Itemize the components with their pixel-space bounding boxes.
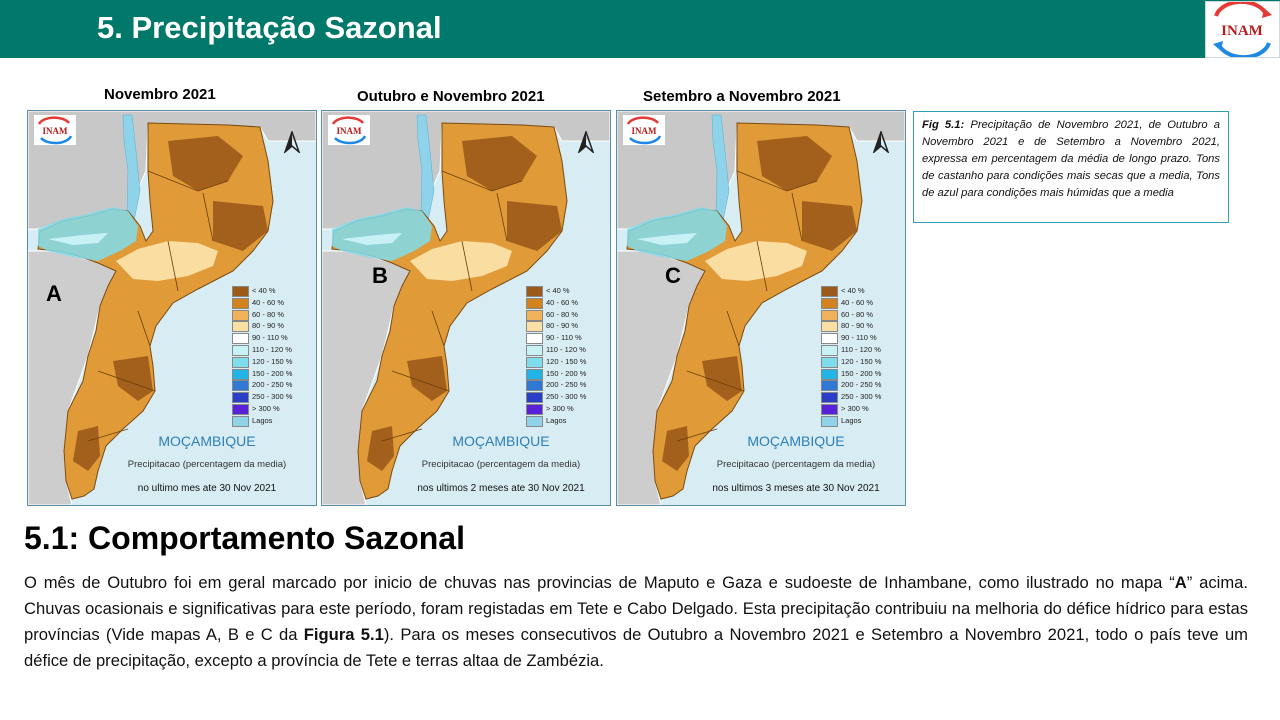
header-bar — [0, 0, 1280, 58]
legend-label: 120 - 150 % — [546, 356, 587, 366]
map-panel-c — [616, 110, 906, 506]
legend-swatch — [232, 369, 249, 380]
page-title: 5. Precipitação Sazonal — [97, 10, 442, 45]
caption-text: Precipitação de Novembro 2021, de Outubro a Novembro 2021 e de Setembro a Novembro 2021, expressa em percentagem da média de longo prazo. Tons de castanho para condições mais secas que a media, Tons de azul para condições mais húmidas que a media — [922, 119, 1220, 199]
inam-logo — [1205, 1, 1280, 58]
legend-swatch — [526, 298, 543, 309]
legend-label: < 40 % — [252, 286, 276, 295]
legend-label: 80 - 90 % — [841, 321, 874, 331]
legend-swatch — [821, 286, 838, 297]
section-heading: 5.1: Comportamento Sazonal — [24, 520, 465, 556]
legend-swatch — [526, 369, 543, 380]
north-arrow-icon — [577, 131, 595, 153]
legend-swatch — [232, 404, 249, 415]
map-period: nos ultimos 3 meses ate 30 Nov 2021 — [712, 483, 880, 494]
legend-label: 250 - 300 % — [252, 392, 293, 402]
map-subtitle: Precipitacao (percentagem da media) — [421, 459, 581, 470]
legend-swatch — [526, 345, 543, 356]
legend-swatch — [232, 345, 249, 356]
svg-text:INAM: INAM — [336, 126, 362, 136]
legend-label: 60 - 80 % — [841, 309, 874, 319]
legend-label: 80 - 90 % — [252, 321, 285, 331]
legend-swatch — [821, 369, 838, 380]
dry-zone-2 — [507, 201, 562, 251]
map-country-label: MOÇAMBIQUE — [747, 433, 845, 449]
inam-mini-logo — [34, 115, 76, 145]
legend-swatch — [526, 380, 543, 391]
legend-label: 60 - 80 % — [546, 309, 579, 319]
legend-label: 90 - 110 % — [546, 333, 582, 343]
legend-label: 110 - 120 % — [546, 344, 586, 354]
map-period: nos ultimos 2 meses ate 30 Nov 2021 — [417, 483, 585, 494]
inam-mini-logo — [328, 115, 370, 145]
caption-label: Fig 5.1: — [922, 119, 965, 131]
paragraph-text-1: O mês de Outubro foi em geral marcado por inicio de chuvas nas provincias de Maputo e Gaza e sudoeste de Inhambane, como ilustrado no mapa “ — [24, 573, 1175, 592]
legend-swatch — [821, 333, 838, 344]
paragraph-text-3: ). Para os meses consecutivos de Outubro a Novembro 2021 e Setembro a Novembro 2021, todo o país teve um défice de precipitação, excepto a província de Tete e terras altaa de Zambézia. — [24, 625, 1248, 670]
legend-swatch — [821, 416, 838, 427]
legend-label: 80 - 90 % — [546, 321, 579, 331]
legend-swatch — [232, 357, 249, 368]
legend-label: 40 - 60 % — [252, 297, 285, 307]
legend-label: 120 - 150 % — [252, 356, 293, 366]
legend-label: 150 - 200 % — [841, 368, 882, 378]
map-title-b: Outubro e Novembro 2021 — [357, 88, 545, 105]
svg-text:INAM: INAM — [1221, 23, 1263, 39]
legend-label: 110 - 120 % — [252, 344, 292, 354]
map-country-label: MOÇAMBIQUE — [158, 433, 256, 449]
legend-swatch — [526, 321, 543, 332]
north-arrow-icon — [283, 131, 301, 153]
paragraph-bold-a: A — [1174, 573, 1187, 592]
section-paragraph — [24, 570, 1248, 674]
legend-label: 250 - 300 % — [546, 392, 587, 402]
legend-swatch — [526, 416, 543, 427]
legend-swatch — [821, 392, 838, 403]
inam-mini-logo — [623, 115, 665, 145]
legend-swatch — [526, 357, 543, 368]
legend-label: 200 - 250 % — [546, 380, 587, 390]
legend-swatch — [821, 357, 838, 368]
dry-zone-2 — [213, 201, 268, 251]
legend-label: 90 - 110 % — [252, 333, 288, 343]
legend-swatch — [821, 404, 838, 415]
legend-swatch — [526, 392, 543, 403]
map-country-label: MOÇAMBIQUE — [452, 433, 550, 449]
legend-label: 250 - 300 % — [841, 392, 882, 402]
panel-letter: B — [372, 263, 388, 288]
legend-label: 90 - 110 % — [841, 333, 877, 343]
north-arrow-icon — [872, 131, 890, 153]
legend-label: 60 - 80 % — [252, 309, 285, 319]
legend-swatch — [232, 392, 249, 403]
map-period: no ultimo mes ate 30 Nov 2021 — [137, 483, 277, 494]
legend-label: > 300 % — [252, 403, 280, 413]
legend-swatch — [232, 380, 249, 391]
legend-swatch — [526, 333, 543, 344]
svg-text:INAM: INAM — [631, 126, 657, 136]
legend-swatch — [232, 286, 249, 297]
paragraph-bold-figure: Figura 5.1 — [303, 625, 384, 644]
legend-label: 110 - 120 % — [841, 344, 881, 354]
map-panel-a — [27, 110, 317, 506]
map-subtitle: Precipitacao (percentagem da media) — [716, 459, 876, 470]
map-panel-b — [321, 110, 611, 506]
legend-label: 200 - 250 % — [841, 380, 882, 390]
panel-letter: C — [665, 263, 681, 288]
legend-swatch — [821, 310, 838, 321]
legend-label: > 300 % — [546, 403, 574, 413]
legend-label: 120 - 150 % — [841, 356, 882, 366]
legend-swatch — [821, 298, 838, 309]
legend-label: 40 - 60 % — [546, 297, 579, 307]
legend-swatch — [232, 333, 249, 344]
legend-label: > 300 % — [841, 403, 869, 413]
legend-label: < 40 % — [841, 286, 865, 295]
legend-label: 150 - 200 % — [546, 368, 587, 378]
legend-label: Lagos — [546, 415, 567, 425]
legend-label: 40 - 60 % — [841, 297, 874, 307]
map-title-c: Setembro a Novembro 2021 — [643, 88, 841, 105]
paragraph-text-2: ” acima. Chuvas ocasionais e significativas para este período, foram registadas em Tete e Cabo Delgado. Esta precipitação contribuiu na melhoria do défice hídrico para estas províncias (Vide mapas A, B e C da — [24, 573, 1248, 644]
legend-swatch — [526, 404, 543, 415]
legend-swatch — [232, 416, 249, 427]
legend-swatch — [232, 310, 249, 321]
legend-swatch — [526, 286, 543, 297]
legend-swatch — [526, 310, 543, 321]
svg-text:INAM: INAM — [42, 126, 68, 136]
legend-swatch — [821, 380, 838, 391]
legend-label: 200 - 250 % — [252, 380, 293, 390]
dry-zone-2 — [802, 201, 857, 251]
figure-caption — [913, 111, 1229, 223]
map-subtitle: Precipitacao (percentagem da media) — [127, 459, 287, 470]
legend-label: 150 - 200 % — [252, 368, 293, 378]
legend-label: Lagos — [841, 415, 862, 425]
legend-swatch — [232, 298, 249, 309]
legend-swatch — [821, 345, 838, 356]
legend-swatch — [821, 321, 838, 332]
legend-label: < 40 % — [546, 286, 570, 295]
map-title-a: Novembro 2021 — [104, 86, 216, 103]
legend-label: Lagos — [252, 415, 273, 425]
legend-swatch — [232, 321, 249, 332]
panel-letter: A — [46, 281, 62, 306]
